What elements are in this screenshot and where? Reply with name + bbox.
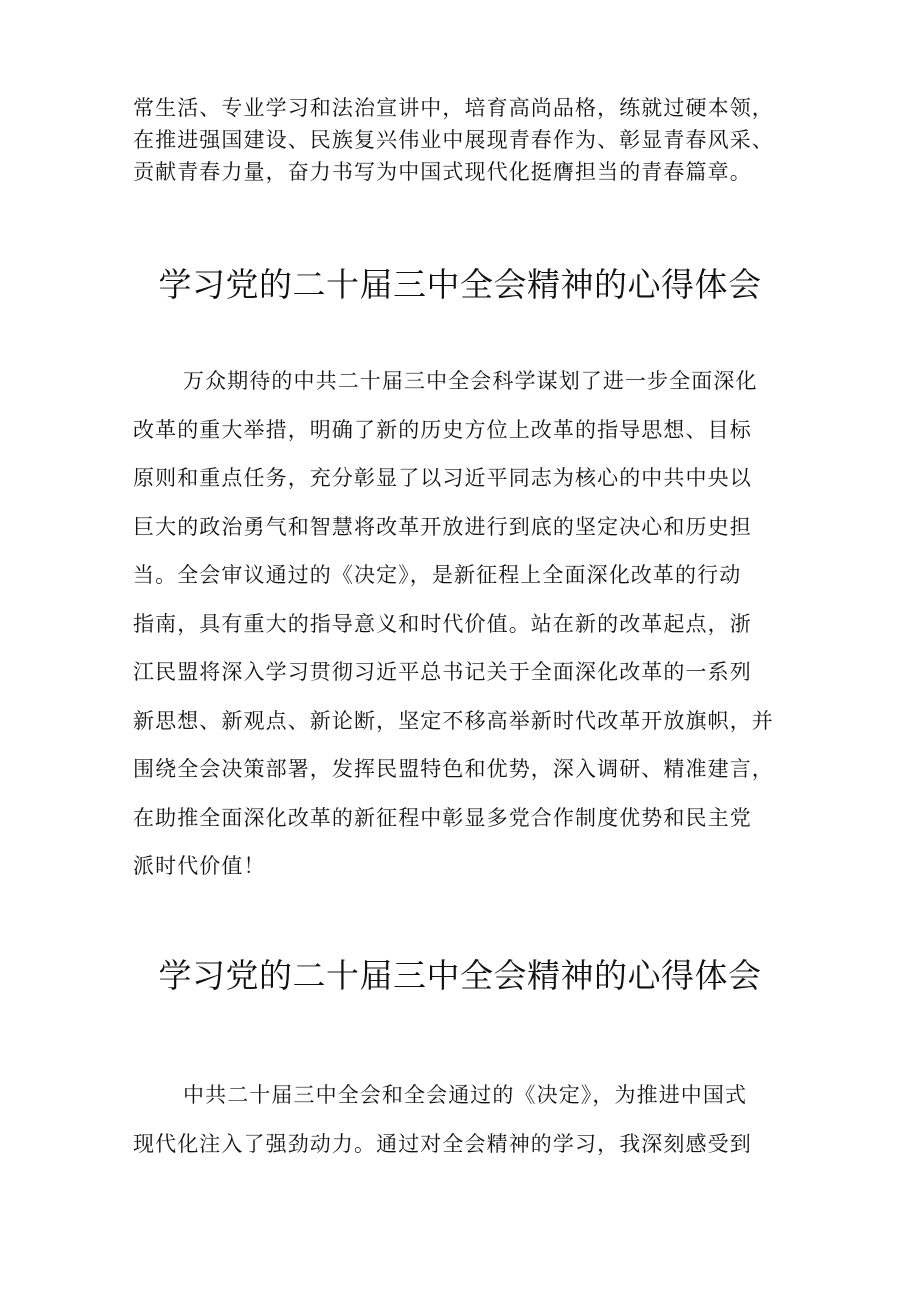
text-line: 中共二十届三中全会和全会通过的《决定》，为推进中国式 [183, 1083, 748, 1107]
section-2-paragraph [133, 1071, 793, 1168]
text-line: 当。全会审议通过的《决定》，是新征程上全面深化改革的行动 [133, 563, 742, 587]
text-line: 现代化注入了强劲动力。通过对全会精神的学习，我深刻感受到 [133, 1131, 752, 1156]
text-line: 改革的重大举措，明确了新的历史方位上改革的指导思想、目标 [133, 417, 752, 442]
text-line: 贡献青春力量，奋力书写为中国式现代化挺膺担当的青春篇章。 [133, 160, 752, 184]
text-line: 新思想、新观点、新论断，坚定不移高举新时代改革开放旗帜，并 [133, 708, 774, 733]
section-1-heading: 学习党的二十届三中全会精神的心得体会 [158, 265, 762, 304]
continuation-paragraph [133, 92, 793, 188]
text-line: 在助推全面深化改革的新征程中彰显多党合作制度优势和民主党 [133, 805, 752, 830]
text-line: 围绕全会决策部署，发挥民盟特色和优势，深入调研、精准建言， [133, 757, 774, 781]
text-line: 常生活、专业学习和法治宣讲中，培育高尚品格，练就过硬本领， [133, 96, 774, 120]
text-line: 万众期待的中共二十届三中全会科学谋划了进一步全面深化 [183, 369, 758, 393]
text-line: 在推进强国建设、民族复兴伟业中展现青春作为、彰显青春风采、 [133, 128, 774, 152]
text-line: 原则和重点任务，充分彰显了以习近平同志为核心的中共中央以 [133, 466, 752, 490]
text-line: 巨大的政治勇气和智慧将改革开放进行到底的坚定决心和历史担 [133, 514, 752, 539]
text-line: 指南，具有重大的指导意义和时代价值。站在新的改革起点，浙 [133, 611, 752, 636]
section-1-paragraph [133, 357, 793, 891]
text-line: 派时代价值！ [133, 854, 266, 878]
text-line: 江民盟将深入学习贯彻习近平总书记关于全面深化改革的一系列 [133, 660, 752, 684]
section-2-heading: 学习党的二十届三中全会精神的心得体会 [158, 956, 762, 995]
